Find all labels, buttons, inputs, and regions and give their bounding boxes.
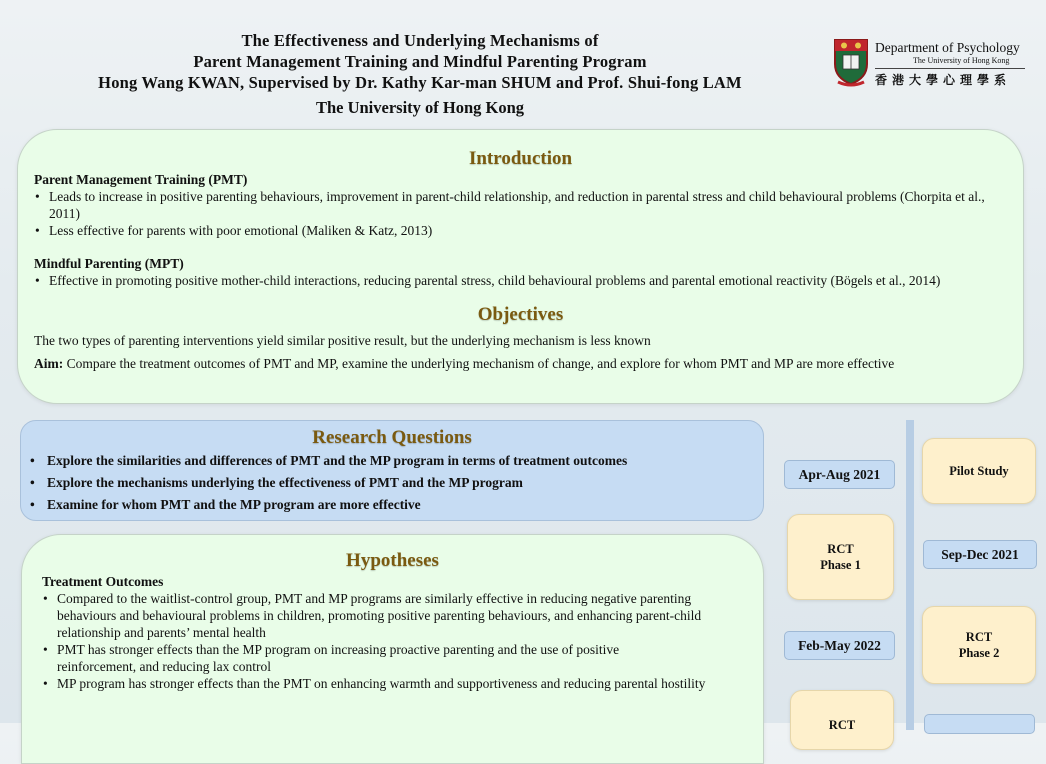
research-questions-panel xyxy=(20,420,764,521)
phase-rct-3 xyxy=(790,690,894,750)
mp-list xyxy=(34,272,1007,289)
timeline-date: Sep-Dec 2021 xyxy=(923,540,1037,569)
list-item: • Examine for whom PMT and the MP program are more effective xyxy=(21,494,763,516)
title-line-2: Parent Management Training and Mindful Parenting Program xyxy=(193,52,647,71)
mp-heading: Mindful Parenting (MPT) xyxy=(34,256,184,271)
objectives-text: The two types of parenting interventions yield similar positive result, but the underlying mechanism is less known xyxy=(34,333,651,348)
phase-rct-2 xyxy=(922,606,1036,684)
hypotheses-list xyxy=(42,590,735,692)
hku-psychology-logo xyxy=(828,38,1038,90)
list-item: • Less effective for parents with poor emotional (Maliken & Katz, 2013) xyxy=(34,222,1007,239)
logo-university: The University of Hong Kong xyxy=(913,56,1010,65)
title-line-1: The Effectiveness and Underlying Mechanisms of xyxy=(241,31,599,50)
phase-pilot-study xyxy=(922,438,1036,504)
phase-label: Pilot Study xyxy=(949,464,1009,478)
phase-label: Phase 1 xyxy=(820,558,861,572)
research-questions-title: Research Questions xyxy=(312,427,472,448)
phase-label: RCT xyxy=(828,718,856,732)
phase-label: Phase 2 xyxy=(958,646,1000,660)
pmt-list xyxy=(34,188,1007,239)
list-item: • Explore the mechanisms underlying the effectiveness of PMT and the MP program xyxy=(21,472,763,494)
introduction-title: Introduction xyxy=(468,148,573,169)
timeline-bar xyxy=(906,420,914,730)
phase-label: RCT xyxy=(965,630,993,644)
hypotheses-panel xyxy=(21,534,764,764)
timeline-date xyxy=(924,714,1035,734)
aim-label: Aim: xyxy=(34,356,64,371)
university-name: The University of Hong Kong xyxy=(315,98,525,117)
introduction-panel xyxy=(17,129,1024,404)
aim-text: Compare the treatment outcomes of PMT and MP, examine the underlying mechanism of change, and explore for whom PMT and MP are more effective xyxy=(66,356,895,371)
list-item: • Effective in promoting positive mother-child interactions, reducing parental stress, child behavioural problems and parental emotional reactivity (Bögels et al., 2014) xyxy=(34,272,1007,289)
pmt-heading: Parent Management Training (PMT) xyxy=(34,172,248,187)
hku-crest-icon xyxy=(832,38,870,86)
objectives-title: Objectives xyxy=(477,304,564,325)
phase-rct-1 xyxy=(787,514,894,600)
hypotheses-title: Hypotheses xyxy=(346,550,439,571)
timeline-date: Apr-Aug 2021 xyxy=(784,460,895,489)
list-item: • Explore the similarities and differences of PMT and the MP program in terms of treatment outcomes xyxy=(21,450,763,472)
poster-header xyxy=(0,30,840,118)
treatment-outcomes-heading: Treatment Outcomes xyxy=(42,574,164,589)
phase-label: RCT xyxy=(827,542,854,556)
authors: Hong Wang KWAN, Supervised by Dr. Kathy Kar-man SHUM and Prof. Shui-fong LAM xyxy=(98,73,742,92)
list-item: • MP program has stronger effects than the PMT on enhancing warmth and supportiveness and reducing parental hostility xyxy=(42,675,712,692)
list-item: • PMT has stronger effects than the MP program on increasing proactive parenting and the use of positive reinforcement, and reducing lax control xyxy=(42,641,682,675)
timeline-date: Feb-May 2022 xyxy=(784,631,895,660)
logo-divider xyxy=(875,68,1025,69)
department-name: Department of Psychology xyxy=(875,40,1020,55)
list-item: • Compared to the waitlist-control group, PMT and MP programs are similarly effective in reducing negative parenting behaviours and behavioural problems in children, promoting positive parenting behaviours, and enhancing parent-child relationship and parents’ mental health xyxy=(42,590,732,641)
logo-chinese-name: 香港大學心理學系 xyxy=(875,73,1012,87)
aim-statement xyxy=(34,355,1007,372)
research-questions-list xyxy=(21,450,763,516)
list-item: • Leads to increase in positive parenting behaviours, improvement in parent-child relationship, and reduction in parental stress and child behavioural problems (Chorpita et al., 2011) xyxy=(34,188,1007,222)
